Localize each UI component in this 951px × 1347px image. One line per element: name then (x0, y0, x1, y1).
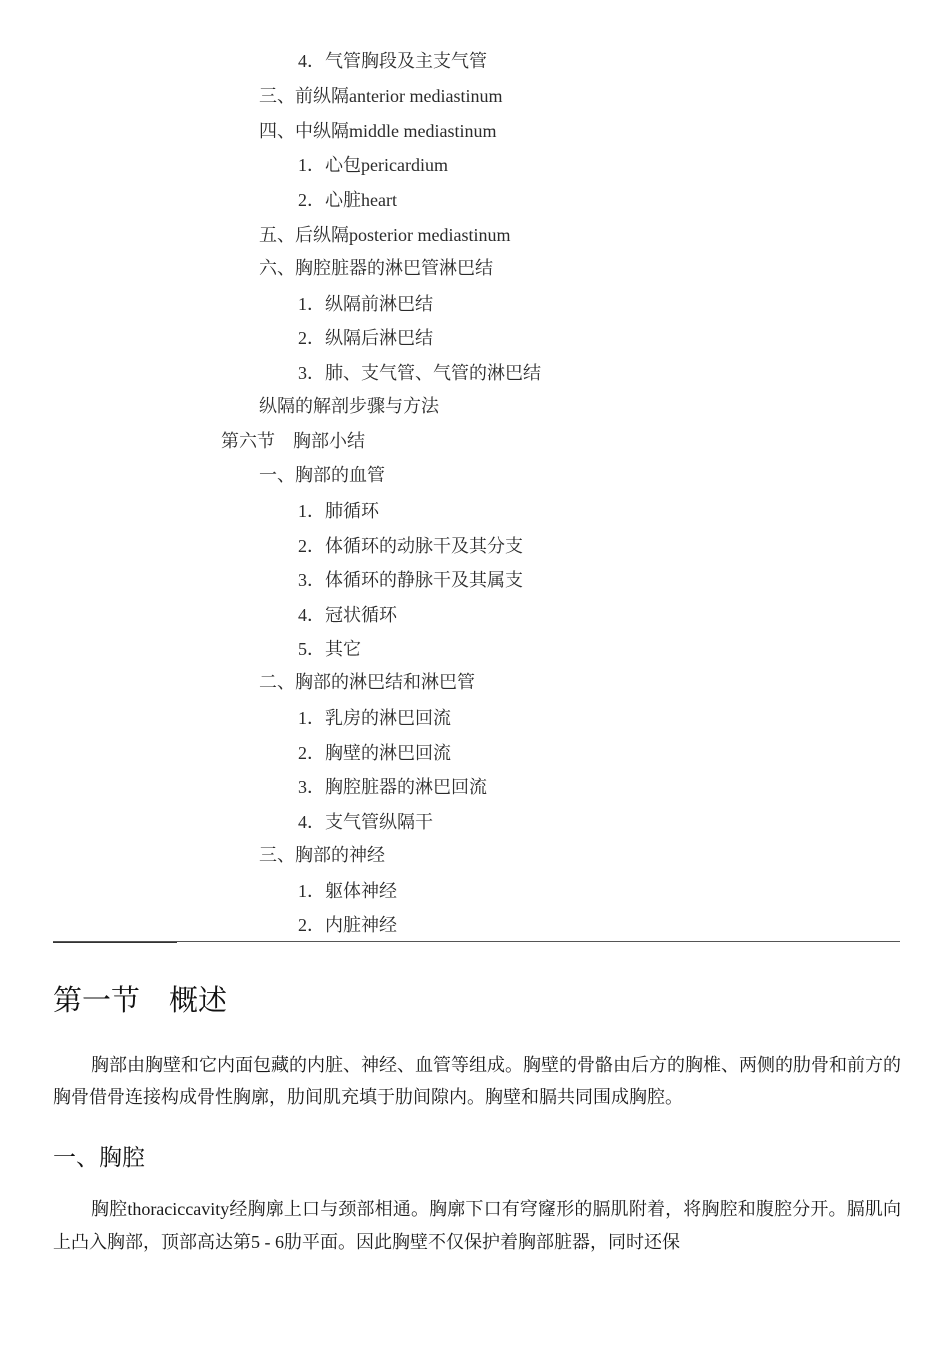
toc-item[interactable] (259, 845, 385, 867)
paragraph-thoracic-cavity (53, 1193, 901, 1259)
toc-item[interactable] (298, 638, 361, 661)
toc-item[interactable] (298, 154, 448, 177)
toc-item[interactable] (298, 880, 397, 903)
toc-item-text: 纵隔的解剖步骤与方法 (259, 396, 439, 417)
toc-divider-accent (53, 942, 177, 943)
toc-item-number: 2． (298, 743, 325, 763)
toc-item-text: 三、前纵隔 (259, 86, 349, 107)
section-title: 第一节 概述 (53, 983, 228, 1017)
toc-item[interactable] (298, 50, 487, 73)
toc-item[interactable] (259, 396, 439, 418)
toc-item-text: 冠状循环 (325, 605, 397, 626)
toc-item-number: 4． (298, 51, 325, 71)
toc-item-text: 纵隔后淋巴结 (325, 328, 433, 349)
toc-item-text: 内脏神经 (325, 915, 397, 936)
toc-item-number: 5． (298, 639, 325, 659)
toc-item-text: 一、胸部的血管 (259, 465, 385, 486)
toc-item-text: 气管胸段及主支气管 (325, 51, 487, 72)
toc-item-text: 肺、支气管、气管的淋巴结 (325, 363, 541, 384)
toc-item-text: 胸腔脏器的淋巴回流 (325, 777, 487, 798)
toc-item-text: 六、胸腔脏器的淋巴管淋巴结 (259, 258, 493, 279)
toc-item-number: 1． (298, 155, 325, 175)
toc-item[interactable] (298, 707, 451, 730)
toc-item-text: 体循环的动脉干及其分支 (325, 536, 523, 557)
toc-item-text: 体循环的静脉干及其属支 (325, 570, 523, 591)
toc-item[interactable] (298, 362, 541, 385)
toc-item[interactable] (298, 776, 487, 799)
toc-item-number: 2． (298, 190, 325, 210)
toc-item-text: 五、后纵隔 (259, 225, 349, 246)
toc-item-number: 4． (298, 605, 325, 625)
toc-item-text: 支气管纵隔干 (325, 812, 433, 833)
toc-item-text: 四、中纵隔 (259, 121, 349, 142)
paragraph-number-range: 5 - 6 (251, 1232, 284, 1252)
toc-item-text: 心包 (325, 155, 361, 176)
toc-item-number: 3． (298, 570, 325, 590)
toc-item[interactable] (298, 500, 379, 523)
toc-item-text: 肺循环 (325, 501, 379, 522)
toc-divider (53, 941, 900, 942)
toc-item[interactable] (298, 327, 433, 350)
toc-item-text: 三、胸部的神经 (259, 845, 385, 866)
toc-item-number: 1． (298, 501, 325, 521)
toc-item-text: 心脏 (325, 190, 361, 211)
toc-item-text: 胸壁的淋巴回流 (325, 743, 451, 764)
toc-item[interactable] (298, 293, 433, 316)
toc-item[interactable] (259, 258, 493, 280)
toc-item-text: 躯体神经 (325, 881, 397, 902)
toc-item-text: 二、胸部的淋巴结和淋巴管 (259, 672, 475, 693)
paragraph-english-term: thoraciccavity (127, 1199, 230, 1219)
paragraph-text: 肋平面。因此胸壁不仅保护着胸部脏器，同时还保 (284, 1232, 680, 1253)
toc-item[interactable] (259, 465, 385, 487)
subsection-title: 一、胸腔 (53, 1145, 145, 1171)
toc-item[interactable] (259, 224, 510, 247)
toc-item[interactable] (221, 431, 365, 453)
toc-item-number: 3． (298, 777, 325, 797)
paragraph-text: 经胸廓上口与颈部相通。胸廓下口有穹窿形的膈肌附着，将胸腔和腹腔分开。膈肌向上凸入胸部，顶部高达第 (53, 1199, 901, 1253)
toc-item-number: 1． (298, 294, 325, 314)
toc-item[interactable] (298, 604, 397, 627)
paragraph-text: 胸腔 (91, 1199, 128, 1220)
toc-item[interactable] (298, 914, 397, 937)
toc-item[interactable] (298, 189, 397, 212)
toc-item-number: 4． (298, 812, 325, 832)
toc-item-number: 2． (298, 536, 325, 556)
toc-item[interactable] (298, 569, 523, 592)
toc-item[interactable] (298, 811, 433, 834)
toc-item-number: 1． (298, 708, 325, 728)
paragraph-intro: 胸部由胸壁和它内面包藏的内脏、神经、血管等组成。胸壁的骨骼由后方的胸椎、两侧的肋骨和前方的胸骨借骨连接构成骨性胸廓，肋间肌充填于肋间隙内。胸壁和膈共同围成胸腔。 (53, 1055, 901, 1108)
toc-item-english: heart (361, 190, 397, 210)
toc-item[interactable] (298, 535, 523, 558)
toc-item-number: 1． (298, 881, 325, 901)
toc-item-text: 第六节 胸部小结 (221, 431, 365, 452)
toc-item[interactable] (259, 120, 496, 143)
toc-item[interactable] (259, 85, 502, 108)
toc-item-english: pericardium (361, 155, 448, 175)
toc-item-english: middle mediastinum (349, 121, 497, 141)
toc-item-text: 乳房的淋巴回流 (325, 708, 451, 729)
toc-item[interactable] (259, 672, 475, 694)
toc-item-number: 2． (298, 915, 325, 935)
toc-item-number: 2． (298, 328, 325, 348)
toc-item-english: anterior mediastinum (349, 86, 503, 106)
toc-item-english: posterior mediastinum (349, 225, 511, 245)
toc-item-number: 3． (298, 363, 325, 383)
toc-item-text: 纵隔前淋巴结 (325, 294, 433, 315)
toc-item-text: 其它 (325, 639, 361, 660)
toc-item[interactable] (298, 742, 451, 765)
